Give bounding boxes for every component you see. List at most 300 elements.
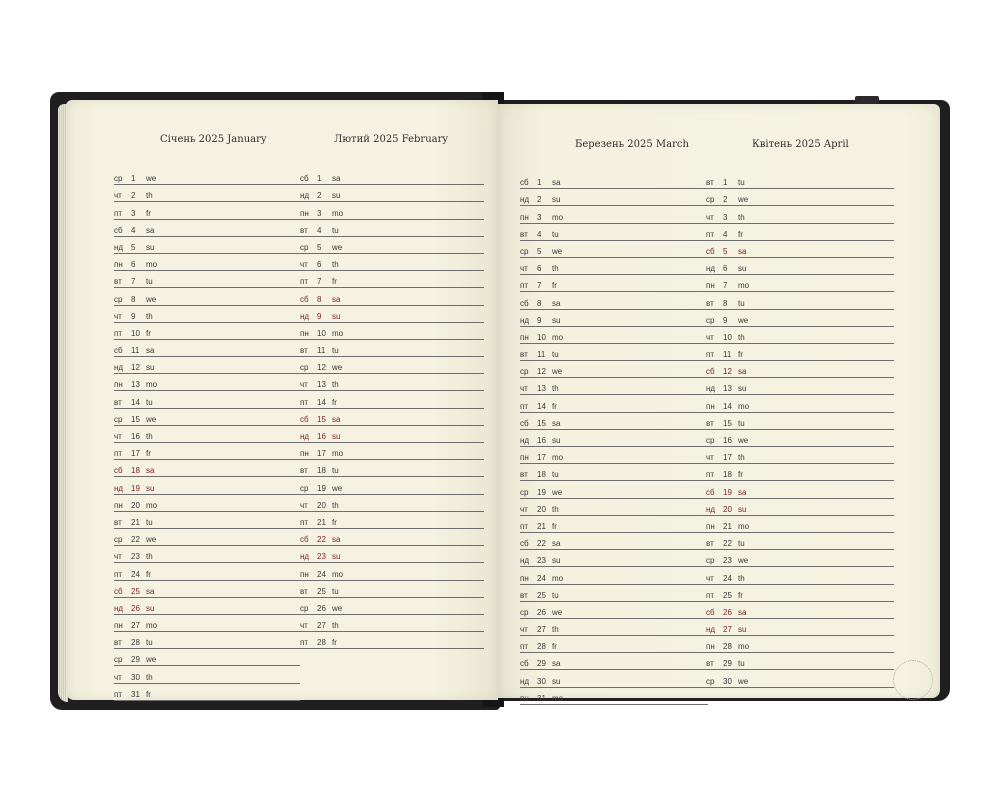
weekday-ua: пн: [520, 453, 529, 463]
day-row: [520, 189, 708, 206]
weekday-en: mo: [332, 208, 344, 218]
day-row: [114, 443, 300, 460]
day-number: 27: [317, 621, 326, 631]
weekday-en: we: [552, 607, 563, 617]
day-row: [114, 340, 300, 357]
weekday-ua: пт: [520, 642, 528, 652]
weekday-ua: сб: [114, 586, 123, 596]
weekday-ua: ср: [114, 174, 123, 184]
weekday-ua: пн: [520, 332, 529, 342]
day-number: 26: [317, 603, 326, 613]
weekday-en: tu: [332, 225, 339, 235]
day-row: [114, 202, 300, 219]
day-number: 18: [537, 470, 546, 480]
weekday-ua: пт: [114, 208, 122, 218]
weekday-en: sa: [146, 346, 155, 356]
weekday-ua: пт: [520, 521, 528, 531]
weekday-en: su: [738, 625, 747, 635]
weekday-en: tu: [738, 539, 745, 549]
weekday-en: su: [332, 311, 341, 321]
weekday-en: mo: [552, 212, 564, 222]
day-number: 25: [537, 590, 546, 600]
day-number: 24: [537, 573, 546, 583]
day-row: [114, 391, 300, 408]
day-number: 8: [317, 294, 322, 304]
day-row: [706, 636, 894, 653]
day-row: [706, 172, 894, 189]
day-row: [706, 533, 894, 550]
weekday-en: sa: [738, 367, 747, 377]
weekday-en: sa: [332, 174, 341, 184]
day-row: [520, 206, 708, 223]
weekday-en: tu: [738, 659, 745, 669]
day-row: [706, 516, 894, 533]
day-number: 3: [723, 212, 728, 222]
weekday-ua: сб: [706, 367, 715, 377]
weekday-en: fr: [738, 350, 743, 360]
weekday-ua: сб: [520, 178, 529, 188]
day-number: 14: [317, 397, 326, 407]
weekday-ua: сб: [520, 659, 529, 669]
weekday-en: mo: [146, 621, 158, 631]
weekday-en: fr: [146, 449, 151, 459]
weekday-en: we: [146, 294, 157, 304]
weekday-ua: пт: [706, 350, 714, 360]
day-number: 12: [537, 367, 546, 377]
day-number: 11: [537, 350, 546, 360]
day-number: 26: [537, 607, 546, 617]
day-number: 31: [131, 689, 140, 699]
weekday-ua: пт: [114, 328, 122, 338]
weekday-en: we: [738, 676, 749, 686]
day-number: 4: [537, 229, 542, 239]
weekday-en: su: [552, 315, 561, 325]
day-row: [114, 357, 300, 374]
weekday-ua: ср: [300, 363, 309, 373]
day-number: 9: [131, 311, 136, 321]
day-row: [520, 413, 708, 430]
weekday-en: mo: [332, 328, 344, 338]
day-row: [114, 426, 300, 443]
day-number: 28: [537, 642, 546, 652]
day-number: 17: [723, 453, 732, 463]
weekday-en: sa: [552, 659, 561, 669]
day-row: [706, 206, 894, 223]
day-number: 28: [131, 638, 140, 648]
weekday-en: tu: [146, 397, 153, 407]
weekday-en: su: [552, 195, 561, 205]
weekday-ua: чт: [300, 380, 308, 390]
day-row: [114, 288, 300, 305]
day-number: 22: [317, 535, 326, 545]
weekday-ua: нд: [706, 625, 716, 635]
weekday-ua: пн: [300, 449, 309, 459]
weekday-ua: сб: [520, 539, 529, 549]
day-number: 11: [131, 346, 140, 356]
day-row: [300, 288, 484, 305]
weekday-en: we: [332, 603, 343, 613]
weekday-en: tu: [332, 466, 339, 476]
day-row: [520, 602, 708, 619]
day-row: [114, 581, 300, 598]
day-row: [706, 499, 894, 516]
day-number: 11: [723, 350, 732, 360]
weekday-ua: нд: [520, 436, 530, 445]
weekday-en: tu: [332, 346, 339, 356]
weekday-ua: сб: [706, 607, 715, 617]
weekday-en: th: [738, 212, 745, 222]
weekday-ua: пт: [114, 569, 122, 579]
weekday-ua: нд: [300, 552, 310, 562]
weekday-en: fr: [332, 277, 337, 287]
weekday-ua: нд: [300, 311, 310, 321]
weekday-ua: ср: [114, 655, 123, 665]
weekday-ua: ср: [706, 195, 715, 205]
weekday-en: tu: [332, 586, 339, 596]
day-number: 28: [723, 642, 732, 652]
weekday-en: tu: [552, 470, 559, 480]
day-number: 12: [723, 367, 732, 377]
day-row: [706, 275, 894, 292]
day-number: 27: [723, 625, 732, 635]
day-row: [520, 361, 708, 378]
day-number: 31: [537, 693, 546, 703]
day-row: [300, 391, 484, 408]
month-title-january: Січень 2025 January: [160, 134, 267, 145]
weekday-ua: сб: [300, 174, 309, 184]
weekday-en: mo: [146, 260, 158, 270]
day-row: [520, 447, 708, 464]
weekday-ua: пн: [300, 569, 309, 579]
weekday-en: th: [332, 260, 339, 270]
weekday-ua: пт: [114, 449, 122, 459]
weekday-ua: чт: [114, 191, 122, 201]
weekday-ua: вт: [114, 397, 122, 407]
day-number: 20: [537, 504, 546, 514]
day-row: [706, 567, 894, 584]
day-row: [706, 258, 894, 275]
weekday-ua: вт: [520, 229, 528, 239]
day-row: [520, 550, 708, 567]
weekday-ua: нд: [706, 384, 716, 394]
day-number: 4: [317, 225, 322, 235]
day-row: [706, 327, 894, 344]
day-number: 17: [537, 453, 546, 463]
weekday-ua: пн: [706, 401, 715, 411]
month-title-february: Лютий 2025 February: [334, 134, 449, 145]
day-number: 2: [131, 191, 136, 201]
weekday-ua: чт: [520, 384, 528, 394]
weekday-ua: пн: [300, 208, 309, 218]
weekday-en: sa: [332, 535, 341, 545]
weekday-en: sa: [146, 586, 155, 596]
weekday-ua: вт: [706, 539, 714, 549]
day-row: [300, 357, 484, 374]
day-row: [706, 585, 894, 602]
weekday-ua: нд: [706, 264, 716, 274]
day-number: 16: [723, 436, 732, 445]
day-number: 6: [131, 260, 136, 270]
day-row: [300, 220, 484, 237]
weekday-ua: нд: [706, 504, 716, 514]
weekday-en: fr: [146, 689, 151, 699]
weekday-ua: чт: [706, 332, 714, 342]
weekday-en: mo: [552, 453, 564, 463]
weekday-ua: сб: [706, 487, 715, 497]
day-row: [300, 598, 484, 615]
weekday-ua: сб: [706, 246, 715, 256]
day-number: 21: [131, 517, 140, 527]
day-number: 9: [723, 315, 728, 325]
weekday-en: mo: [738, 281, 750, 291]
day-number: 7: [317, 277, 322, 287]
day-row: [706, 619, 894, 636]
weekday-ua: чт: [300, 500, 308, 510]
day-number: 17: [131, 449, 140, 459]
day-number: 4: [723, 229, 728, 239]
day-row: [706, 447, 894, 464]
weekday-en: fr: [738, 590, 743, 600]
weekday-en: we: [552, 487, 563, 497]
day-number: 20: [131, 500, 140, 510]
day-number: 24: [317, 569, 326, 579]
weekday-en: we: [738, 436, 749, 445]
weekday-ua: вт: [300, 225, 308, 235]
weekday-en: mo: [738, 401, 750, 411]
weekday-ua: вт: [300, 346, 308, 356]
weekday-ua: чт: [114, 311, 122, 321]
day-number: 3: [317, 208, 322, 218]
day-row: [300, 306, 484, 323]
day-row: [114, 323, 300, 340]
weekday-en: fr: [332, 397, 337, 407]
day-row: [706, 310, 894, 327]
day-number: 15: [317, 414, 326, 424]
weekday-en: sa: [738, 246, 747, 256]
day-number: 26: [723, 607, 732, 617]
day-number: 18: [317, 466, 326, 476]
day-row: [114, 306, 300, 323]
weekday-en: sa: [332, 414, 341, 424]
weekday-ua: ср: [706, 315, 715, 325]
day-row: [706, 550, 894, 567]
weekday-ua: ср: [300, 483, 309, 493]
weekday-ua: нд: [114, 603, 124, 613]
day-number: 25: [317, 586, 326, 596]
january-day-list: [114, 168, 300, 701]
weekday-ua: ср: [706, 676, 715, 686]
weekday-ua: ср: [706, 436, 715, 445]
day-row: [114, 684, 300, 701]
weekday-en: su: [332, 191, 341, 201]
weekday-en: mo: [552, 573, 564, 583]
weekday-en: su: [552, 556, 561, 566]
weekday-ua: ср: [114, 414, 123, 424]
month-title-march: Березень 2025 March: [575, 139, 689, 150]
day-number: 15: [723, 418, 732, 428]
day-row: [706, 344, 894, 361]
day-number: 18: [723, 470, 732, 480]
day-number: 14: [723, 401, 732, 411]
day-row: [300, 495, 484, 512]
weekday-en: fr: [738, 229, 743, 239]
weekday-ua: пн: [114, 380, 123, 390]
weekday-en: th: [332, 380, 339, 390]
weekday-en: tu: [146, 638, 153, 648]
day-row: [520, 636, 708, 653]
day-number: 2: [317, 191, 322, 201]
day-number: 20: [723, 504, 732, 514]
weekday-ua: вт: [114, 517, 122, 527]
day-row: [520, 327, 708, 344]
elastic-band: [855, 96, 879, 104]
weekday-ua: вт: [520, 350, 528, 360]
weekday-ua: пт: [520, 281, 528, 291]
day-row: [520, 653, 708, 670]
weekday-ua: вт: [706, 418, 714, 428]
day-number: 16: [537, 436, 546, 445]
day-row: [706, 464, 894, 481]
day-row: [520, 481, 708, 498]
weekday-ua: пн: [520, 693, 529, 703]
day-number: 15: [537, 418, 546, 428]
day-number: 8: [537, 298, 542, 308]
day-number: 22: [537, 539, 546, 549]
day-row: [300, 185, 484, 202]
day-row: [706, 189, 894, 206]
weekday-en: tu: [738, 298, 745, 308]
weekday-ua: нд: [520, 556, 530, 566]
day-number: 30: [537, 676, 546, 686]
day-row: [114, 374, 300, 391]
day-number: 13: [317, 380, 326, 390]
weekday-ua: чт: [114, 552, 122, 562]
day-row: [520, 241, 708, 258]
day-number: 12: [131, 363, 140, 373]
day-row: [114, 495, 300, 512]
weekday-en: th: [552, 504, 559, 514]
weekday-en: tu: [146, 277, 153, 287]
day-number: 7: [131, 277, 136, 287]
day-number: 23: [317, 552, 326, 562]
day-row: [300, 254, 484, 271]
february-day-list: [300, 168, 484, 649]
day-row: [300, 512, 484, 529]
day-number: 1: [537, 178, 542, 188]
weekday-en: we: [146, 414, 157, 424]
weekday-ua: пн: [706, 281, 715, 291]
day-row: [520, 499, 708, 516]
weekday-ua: вт: [706, 659, 714, 669]
weekday-ua: вт: [706, 178, 714, 188]
day-row: [520, 224, 708, 241]
day-number: 22: [723, 539, 732, 549]
weekday-en: th: [146, 672, 153, 682]
day-row: [114, 529, 300, 546]
weekday-ua: сб: [300, 535, 309, 545]
weekday-en: we: [552, 367, 563, 377]
day-row: [520, 310, 708, 327]
day-row: [300, 426, 484, 443]
weekday-en: th: [146, 552, 153, 562]
day-number: 5: [131, 242, 136, 252]
day-number: 9: [537, 315, 542, 325]
weekday-ua: нд: [114, 363, 124, 373]
weekday-en: we: [146, 655, 157, 665]
day-number: 30: [131, 672, 140, 682]
weekday-ua: чт: [114, 432, 122, 441]
weekday-en: fr: [552, 281, 557, 291]
day-row: [520, 344, 708, 361]
day-row: [300, 340, 484, 357]
weekday-ua: вт: [520, 470, 528, 480]
weekday-en: tu: [146, 517, 153, 527]
weekday-en: su: [146, 483, 155, 493]
day-number: 5: [723, 246, 728, 256]
day-number: 10: [723, 332, 732, 342]
day-row: [706, 241, 894, 258]
weekday-ua: вт: [114, 277, 122, 287]
day-number: 22: [131, 535, 140, 545]
weekday-en: we: [738, 195, 749, 205]
day-number: 23: [537, 556, 546, 566]
day-number: 6: [317, 260, 322, 270]
weekday-en: fr: [146, 569, 151, 579]
weekday-ua: ср: [520, 367, 529, 377]
day-row: [114, 615, 300, 632]
day-row: [300, 374, 484, 391]
weekday-en: su: [146, 603, 155, 613]
weekday-ua: вт: [114, 638, 122, 648]
weekday-ua: чт: [300, 621, 308, 631]
day-row: [520, 688, 708, 705]
day-number: 14: [537, 401, 546, 411]
day-row: [300, 237, 484, 254]
day-number: 1: [723, 178, 728, 188]
day-row: [114, 546, 300, 563]
day-row: [706, 430, 894, 447]
weekday-en: su: [332, 432, 341, 441]
weekday-en: sa: [552, 298, 561, 308]
day-number: 17: [317, 449, 326, 459]
day-row: [706, 602, 894, 619]
weekday-ua: нд: [114, 242, 124, 252]
day-row: [114, 254, 300, 271]
day-number: 29: [131, 655, 140, 665]
weekday-ua: сб: [300, 294, 309, 304]
weekday-en: fr: [146, 328, 151, 338]
month-title-april: Квітень 2025 April: [752, 139, 849, 150]
day-row: [300, 168, 484, 185]
day-number: 28: [317, 638, 326, 648]
day-number: 21: [317, 517, 326, 527]
weekday-en: sa: [146, 466, 155, 476]
day-row: [520, 395, 708, 412]
weekday-en: mo: [738, 642, 750, 652]
day-number: 6: [723, 264, 728, 274]
day-row: [300, 202, 484, 219]
weekday-en: we: [738, 556, 749, 566]
day-row: [114, 271, 300, 288]
day-number: 19: [317, 483, 326, 493]
weekday-ua: пт: [300, 397, 308, 407]
day-row: [300, 323, 484, 340]
weekday-ua: ср: [300, 242, 309, 252]
day-row: [114, 168, 300, 185]
weekday-en: mo: [146, 380, 158, 390]
day-number: 19: [723, 487, 732, 497]
weekday-ua: нд: [520, 195, 530, 205]
